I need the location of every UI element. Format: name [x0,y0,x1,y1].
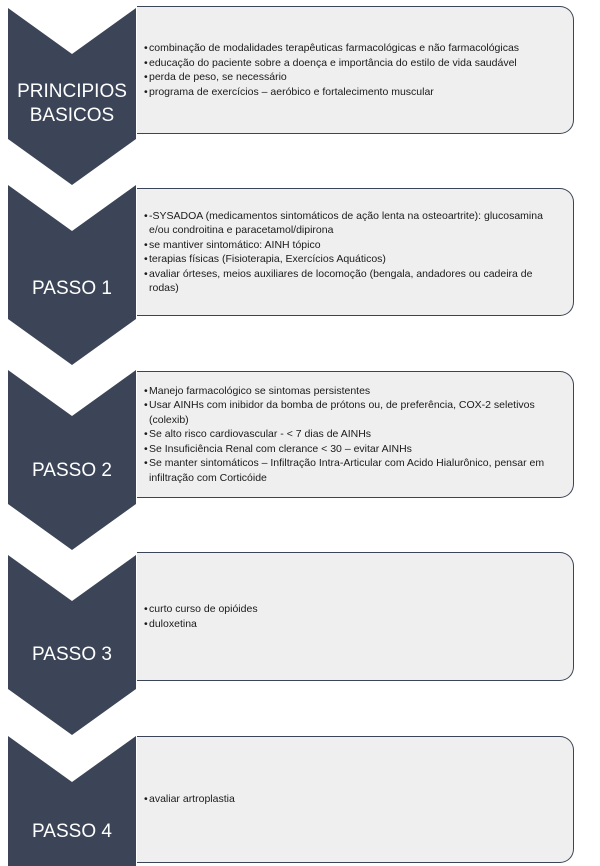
bullet-list [145,602,563,631]
step-label: PASSO 4 [32,821,112,842]
list-item: • perda de peso, se necessário [145,70,563,85]
list-item: • combinação de modalidades terapêuticas farmacológicas e não farmacológicas [145,41,563,56]
list-item: • -SYSADOA (medicamentos sintomáticos de ação lenta na osteoartrite): glucosamina e/ou condroitina e paracetamol/dipirona [145,209,563,238]
list-item: • programa de exercícios – aeróbico e fortalecimento muscular [145,85,563,100]
step-content-box [137,6,574,134]
list-item: • Usar AINHs com inibidor da bomba de prótons ou, de preferência, COX-2 seletivos (colexib) [145,398,563,427]
list-item: • avaliar órteses, meios auxiliares de locomoção (bengala, andadores ou cadeira de rodas) [145,267,563,296]
step-label: PASSO 2 [32,460,112,481]
step-passo-4 [0,740,600,866]
step-content-box [137,552,574,681]
step-passo-2 [0,370,600,555]
step-content-box [137,371,574,498]
list-item: • Manejo farmacológico se sintomas persistentes [145,384,563,399]
step-label: PRINCIPIOS BASICOS [17,81,127,126]
chevron-arrow [8,736,136,866]
bullet-list [145,41,563,99]
chevron-arrow [8,185,136,365]
list-item: • curto curso de opióides [145,602,563,617]
list-item: • Se alto risco cardiovascular - < 7 dias de AINHs [145,427,563,442]
list-item: • avaliar artroplastia [145,792,563,807]
bullet-list [145,209,563,296]
bullet-list [145,384,563,486]
step-principios-basicos [0,0,600,185]
chevron-arrow [8,370,136,550]
bullet-list [145,792,563,807]
step-content-box [137,188,574,316]
step-content-box [137,736,574,863]
chevron-arrow [8,8,136,185]
list-item: • Se manter sintomáticos – Infiltração Intra-Articular com Acido Hialurônico, pensar em infiltração com Corticóide [145,456,563,485]
list-item: • terapias físicas (Fisioterapia, Exercícios Aquáticos) [145,252,563,267]
step-passo-3 [0,555,600,740]
step-label: PASSO 3 [32,644,112,665]
list-item: • duloxetina [145,617,563,632]
list-item: • Se Insuficiência Renal com clerance < 30 – evitar AINHs [145,442,563,457]
list-item: • se mantiver sintomático: AINH tópico [145,238,563,253]
step-passo-1 [0,185,600,370]
chevron-arrow [8,555,136,735]
step-label: PASSO 1 [32,278,112,299]
list-item: • educação do paciente sobre a doença e importância do estilo de vida saudável [145,56,563,71]
